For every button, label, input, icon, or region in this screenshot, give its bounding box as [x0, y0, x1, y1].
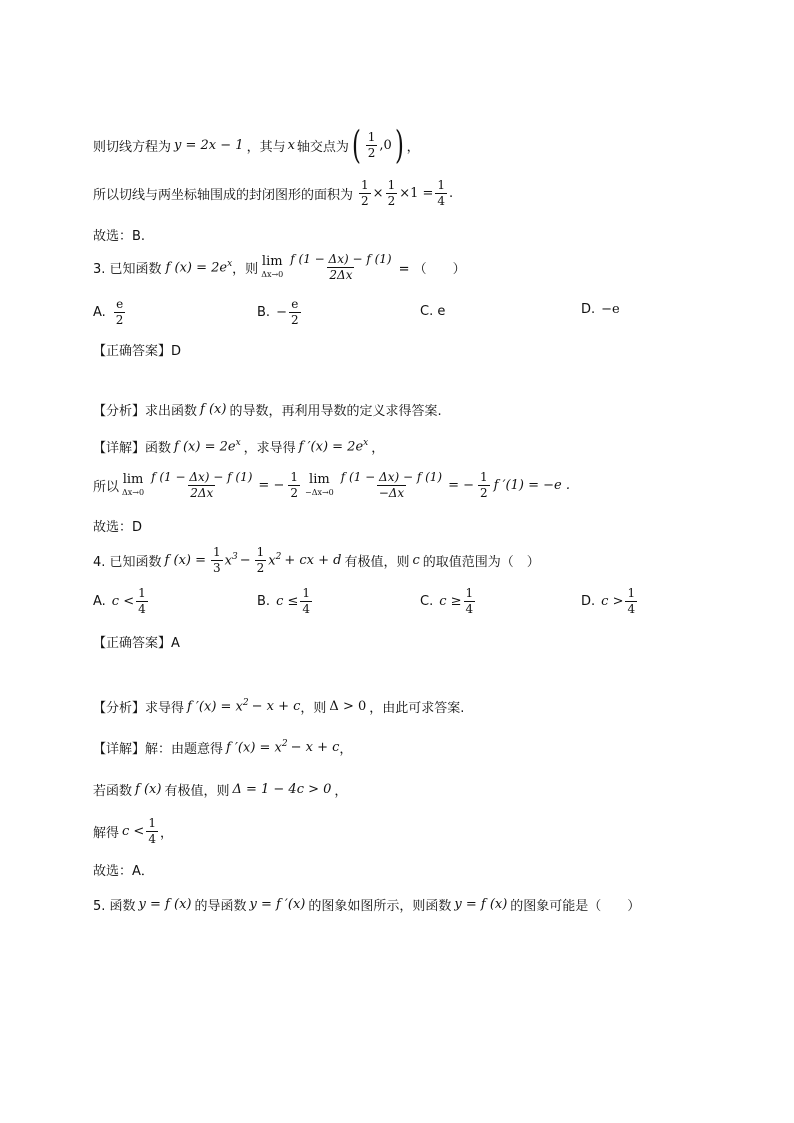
fraction: $\frac{1}{4}$ [302, 586, 311, 616]
fraction: $\frac{1}{2}$ [361, 178, 369, 208]
text: . [449, 186, 454, 201]
fraction: $\frac{1}{4}$ [465, 586, 474, 616]
fraction: $\frac{1}{2}$ [480, 470, 488, 500]
analysis-4: 【分析】求导得 f $'(x) = x^2$ − x + c ，则 Δ > 0 ，由此可求答案. [93, 698, 465, 716]
fraction: $\frac{1}{4}$ [138, 586, 146, 616]
fraction: $\frac{1}{4}$ [627, 586, 636, 616]
text: ， [406, 139, 420, 155]
fraction: $\frac{f (1 - \Delta x) - f (1)}{2\Delta x}$ [290, 252, 392, 282]
option-a: A. $\frac{e}{2}$ [93, 297, 124, 327]
choice-line: 故选：A． [93, 864, 154, 879]
text: ，其与 [246, 139, 286, 155]
fraction: $\frac{1}{3}$ [213, 545, 221, 575]
fraction: $\frac{f (1 - \Delta x) - f (1)}{2\Delta x}$ [151, 470, 253, 500]
fraction: $\frac{1}{4}$ [437, 178, 446, 208]
correct-answer-4: 【正确答案】A [93, 636, 180, 651]
detail-4: 【详解】解：由题意得 f $'(x) = x^2$ − x + c ， [93, 739, 353, 757]
detail-3-derivation: 所以 lim Δx→0 $\frac{f (1 - \Delta x) - f (1)}{2\Delta x}$ = − $\frac{1}{2}$ lim −Δx→0 $\frac{f (1 - \Delta x) - f (1)}{-\Delta x}$ = − $\frac{1}{2}$ f ′(1) = −e . [93, 470, 570, 500]
option-b: B. c ≤ $\frac{1}{4}$ [257, 586, 311, 616]
text: ，则 [232, 262, 259, 277]
right-paren: ) [394, 123, 404, 167]
choice-line: 故选：D [93, 520, 143, 535]
detail-4-result: 解得 c < $\frac{1}{4}$ ， [93, 816, 173, 846]
function: f $(x) = 2e^x$ [165, 259, 233, 276]
choice-line: 故选：B. [93, 229, 146, 244]
question-4: 4. 已知函数 f (x) = $\frac{1}{3}$ $x^3$ − $\frac{1}{2}$ $x^2$ + cx + d 有极值，则 c 的取值范围为（ ） [93, 545, 540, 575]
option-a: A. c < $\frac{1}{4}$ [93, 586, 146, 616]
equation: y = 2x − 1 [174, 137, 244, 153]
limit: lim Δx→0 [122, 471, 145, 497]
fraction: $\frac{1}{2}$ [367, 129, 376, 160]
option-b: B. − $\frac{e}{2}$ [257, 297, 299, 327]
option-c: C. e [420, 304, 446, 319]
text: 则切线方程为 [93, 139, 172, 155]
tangent-line-statement [93, 123, 420, 167]
option-d: D. c > $\frac{1}{4}$ [581, 586, 636, 616]
option-c: C. c ≥ $\frac{1}{4}$ [420, 586, 474, 616]
fraction: $\frac{1}{2}$ [387, 178, 396, 208]
fraction: $\frac{1}{4}$ [148, 816, 156, 846]
limit: lim Δx→0 [261, 253, 284, 279]
analysis-3: 【分析】求出函数 f (x) 的导数，再利用导数的定义求得答案. [93, 402, 442, 419]
times: ×1 = [399, 186, 434, 201]
point-rest: ,0 [379, 137, 392, 153]
fraction: $\frac{e}{2}$ [290, 297, 299, 327]
limit: lim −Δx→0 [304, 471, 334, 497]
text: 3. 已知函数 [93, 262, 162, 277]
detail-4-condition: 若函数 f (x) 有极值，则 Δ = 1 − 4c > 0 ， [93, 782, 348, 799]
text: 轴交点为 [296, 139, 349, 155]
text: 所以切线与两坐标轴围成的封闭图形的面积为 [93, 188, 354, 203]
area-statement [93, 178, 453, 209]
fraction: $\frac{e}{2}$ [115, 297, 124, 327]
fraction: $\frac{1}{2}$ [290, 470, 298, 500]
option-d: D. −e [581, 302, 620, 317]
fraction: $\frac{1}{2}$ [256, 545, 265, 575]
detail-3: 【详解】函数 f $(x) = 2e^x$ ，求导得 f $'(x) = 2e^x$ ， [93, 438, 385, 456]
left-paren: ( [351, 123, 361, 167]
var-x: x [287, 137, 295, 153]
correct-answer-3: 【正确答案】D [93, 344, 182, 359]
times: × [372, 186, 384, 201]
question-3 [93, 252, 466, 283]
text: = （ ） [398, 262, 466, 277]
question-5: 5. 函数 y = f (x) 的导函数 y = f ′(x) 的图象如图所示，则函数 y = f (x) 的图象可能是（ ） [93, 897, 641, 914]
fraction: $\frac{f (1 - \Delta x) - f (1)}{-\Delta x}$ [340, 470, 443, 500]
